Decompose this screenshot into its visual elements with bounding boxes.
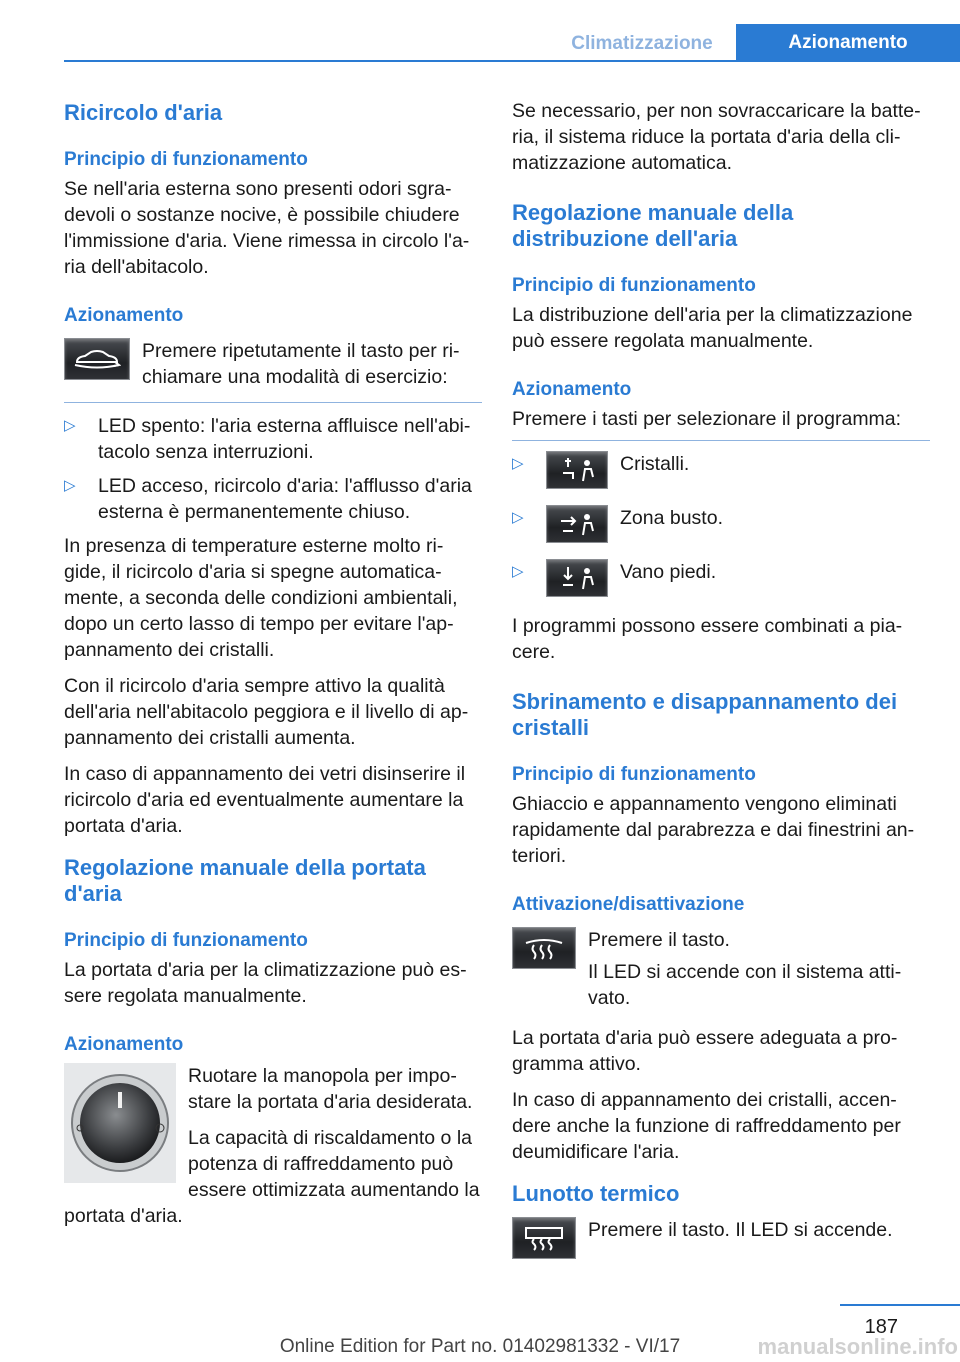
subheading-principio: Principio di funzionamento bbox=[64, 149, 308, 170]
windshield-defrost-icon bbox=[512, 927, 576, 969]
paragraph: Se necessario, per non sovraccaricare la batte-ria, il sistema riduce la portata d'aria della cli-matizzazione automatica. bbox=[512, 100, 921, 174]
subheading-azionamento: Azionamento bbox=[64, 305, 184, 326]
bullet-triangle-icon: ▷ bbox=[512, 509, 524, 526]
section-title-ricircolo: Ricircolo d'aria bbox=[64, 100, 223, 125]
paragraph: In presenza di temperature esterne molto ri-gide, il ricircolo d'aria si spegne automatica-mente, a seconda delle condizioni ambientali, dopo un certo lasso di tempo per evitare l'ap-pannamento dei cristalli. bbox=[64, 535, 458, 661]
defrost-instruction bbox=[512, 927, 930, 1011]
subheading-principio: Principio di funzionamento bbox=[512, 764, 756, 785]
paragraph: Con il ricircolo d'aria sempre attivo la qualità dell'aria nell'abitacolo peggiora e il livello di ap-pannamento dei cristalli aumenta. bbox=[64, 675, 469, 749]
paragraph: In caso di appannamento dei cristalli, accen-dere anche la funzione di raffreddamento per deumidificare l'aria. bbox=[512, 1089, 901, 1163]
led-states-list bbox=[64, 413, 482, 525]
windshield-airflow-icon bbox=[546, 451, 608, 489]
program-label: Zona busto. bbox=[620, 507, 723, 529]
program-label: Cristalli. bbox=[620, 453, 690, 475]
paragraph: La portata d'aria per la climatizzazione può es-sere regolata manualmente. bbox=[64, 959, 467, 1007]
divider bbox=[64, 402, 482, 403]
paragraph: La distribuzione dell'aria per la climatizzazione può essere regolata manualmente. bbox=[512, 304, 913, 352]
section-title-distribuzione: Regolazione manuale della distribuzione dell'aria bbox=[512, 200, 794, 251]
paragraph: Ruotare la manopola per impo-stare la portata d'aria desiderata. bbox=[188, 1065, 473, 1113]
paragraph: Ghiaccio e appannamento vengono eliminati rapidamente dal parabrezza e dai finestrini an-teriori. bbox=[512, 793, 915, 867]
section-title-lunotto: Lunotto termico bbox=[512, 1181, 680, 1206]
left-column bbox=[64, 100, 482, 1239]
paragraph: I programmi possono essere combinati a pia-cere. bbox=[512, 615, 903, 663]
header-rule bbox=[64, 60, 960, 62]
divider bbox=[512, 440, 930, 441]
subheading-principio: Principio di funzionamento bbox=[512, 275, 756, 296]
tab-azionamento[interactable]: Azionamento bbox=[736, 24, 960, 62]
program-item-cristalli bbox=[512, 451, 930, 489]
section-title-sbrinamento: Sbrinamento e disappannamento dei cristalli bbox=[512, 689, 898, 740]
subheading-principio: Principio di funzionamento bbox=[64, 930, 308, 951]
paragraph: Se nell'aria esterna sono presenti odori sgra-devoli o sostanze nocive, è possibile chiudere l'immissione d'aria. Viene rimessa in circolo l'a-ria dell'abitacolo. bbox=[64, 178, 470, 278]
paragraph: In caso di appannamento dei vetri disinserire il ricircolo d'aria ed eventualmente aumentare la portata d'aria. bbox=[64, 763, 466, 837]
footer-rule bbox=[840, 1304, 960, 1306]
section-title-portata: Regolazione manuale della portata d'aria bbox=[64, 855, 426, 906]
paragraph: Il LED si accende con il sistema atti-vato. bbox=[588, 961, 902, 1009]
edition-footer: Online Edition for Part no. 01402981332 - VI/17 bbox=[279, 1336, 681, 1357]
subheading-attivazione: Attivazione/disattivazione bbox=[512, 894, 745, 915]
subheading-azionamento: Azionamento bbox=[64, 1034, 184, 1055]
watermark: manualsonline.info bbox=[757, 1334, 958, 1359]
tab-climatizzazione[interactable]: Climatizzazione bbox=[571, 33, 713, 54]
rear-window-defrost-icon bbox=[512, 1217, 576, 1259]
paragraph: Premere ripetutamente il tasto per ri-chiamare una modalità di esercizio: bbox=[142, 340, 460, 388]
subheading-azionamento: Azionamento bbox=[512, 379, 632, 400]
program-label: Vano piedi. bbox=[620, 561, 717, 583]
paragraph: Premere il tasto. bbox=[588, 929, 730, 951]
list-item: ▷ LED acceso, ricircolo d'aria: l'afflusso d'aria esterna è permanentemente chiuso. bbox=[64, 473, 482, 525]
recirculation-instruction bbox=[64, 338, 482, 390]
bullet-triangle-icon: ▷ bbox=[512, 563, 524, 580]
upper-body-airflow-icon bbox=[546, 505, 608, 543]
right-column bbox=[512, 98, 930, 1271]
rear-window-instruction bbox=[512, 1217, 930, 1259]
program-item-piedi bbox=[512, 559, 930, 597]
paragraph: La portata d'aria può essere adeguata a pro-gramma attivo. bbox=[512, 1027, 898, 1075]
paragraph: Premere i tasti per selezionare il programma: bbox=[512, 408, 902, 430]
airflow-knob-icon bbox=[64, 1063, 176, 1183]
list-item: ▷ LED spento: l'aria esterna affluisce nell'abi-tacolo senza interruzioni. bbox=[64, 413, 482, 465]
paragraph: La capacità di riscaldamento o la potenza di raffreddamento può essere ottimizzata aumentando la portata d'aria. bbox=[64, 1127, 480, 1227]
recirculation-button-icon bbox=[64, 338, 130, 380]
program-item-busto bbox=[512, 505, 930, 543]
paragraph: Premere il tasto. Il LED si accende. bbox=[588, 1219, 893, 1241]
page-number: 187 bbox=[864, 1316, 898, 1338]
bullet-triangle-icon: ▷ bbox=[512, 455, 524, 472]
footwell-airflow-icon bbox=[546, 559, 608, 597]
